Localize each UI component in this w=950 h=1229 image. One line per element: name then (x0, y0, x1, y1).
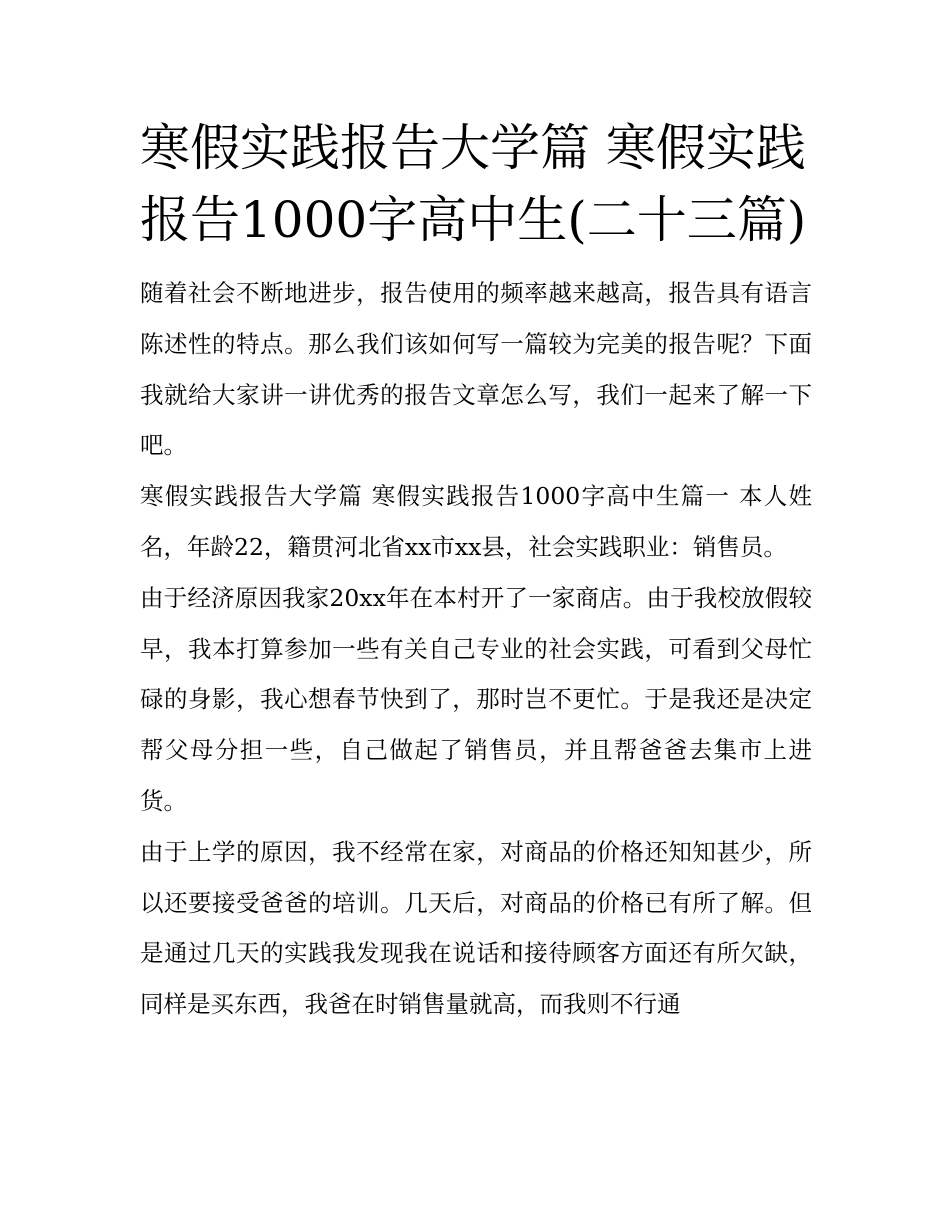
paragraph-intro: 随着社会不断地进步，报告使用的频率越来越高，报告具有语言陈述性的特点。那么我们该如何写一篇较为完美的报告呢？下面我就给大家讲一讲优秀的报告文章怎么写，我们一起来了解一下吧。 (140, 279, 812, 460)
paragraph-shop-background: 由于经济原因我家20xx年在本村开了一家商店。由于我校放假较早，我本打算参加一些有关自己专业的社会实践，可看到父母忙碌的身影，我心想春节快到了，那时岂不更忙。于是我还是决定帮父母分担一些，自己做起了销售员，并且帮爸爸去集市上进货。 (140, 583, 812, 815)
paragraph-training: 由于上学的原因，我不经常在家，对商品的价格还知知甚少，所以还要接受爸爸的培训。几天后，对商品的价格已有所了解。但是通过几天的实践我发现我在说话和接待顾客方面还有所欠缺，同样是买东西，我爸在时销售量就高，而我则不行通 (140, 837, 812, 1019)
document-content (140, 112, 812, 1030)
paragraph-author-info: 寒假实践报告大学篇 寒假实践报告1000字高中生篇一 本人姓名，年龄22，籍贯河北省xx市xx县，社会实践职业：销售员。 (140, 482, 812, 561)
document-title: 寒假实践报告大学篇 寒假实践报告1000字高中生(二十三篇) (140, 119, 807, 249)
